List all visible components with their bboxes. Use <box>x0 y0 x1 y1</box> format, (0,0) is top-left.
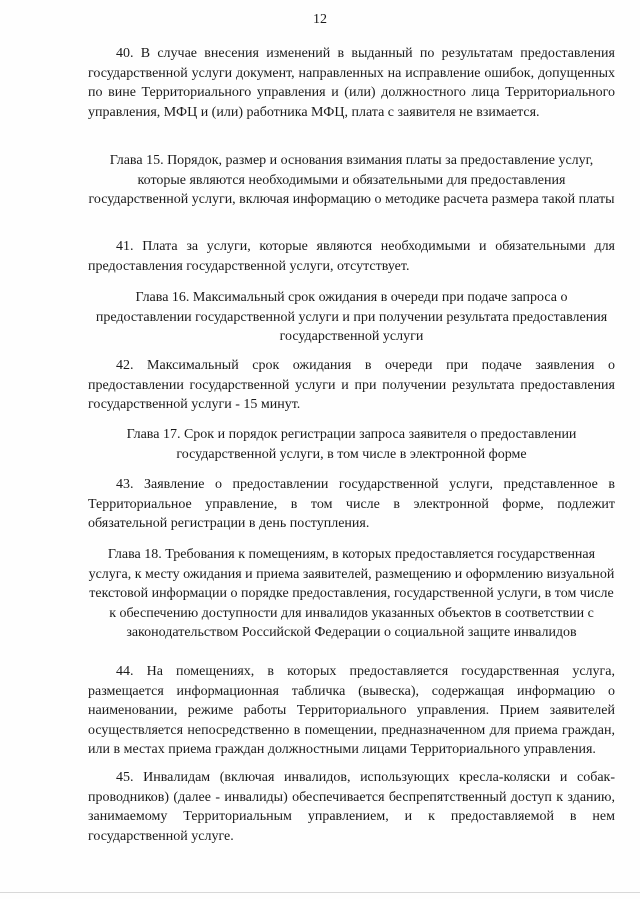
paragraph-45 <box>88 768 615 846</box>
chapter-16-heading <box>88 288 615 347</box>
chapter-17-heading <box>88 425 615 464</box>
paragraph-40-text: 40. В случае внесения изменений в выданный по результатам предоставления государственной услуги документ, направленных на исправление ошибок, допущенных по вине Территориального управления и (или) должностного лица Территориального управления, МФЦ и (или) работника МФЦ, плата с заявителя не взимается. <box>88 46 615 120</box>
chapter-17-text: Глава 17. Срок и порядок регистрации запроса заявителя о предоставлении государственной услуги, в том числе в электронной форме <box>126 427 577 462</box>
chapter-18-heading <box>88 545 615 643</box>
paragraph-43 <box>88 475 615 534</box>
paragraph-42 <box>88 356 615 415</box>
paragraph-40 <box>88 44 615 122</box>
chapter-15-text: Глава 15. Порядок, размер и основания взимания платы за предоставление услуг, которые являются необходимыми и обязательными для предоставления государственной услуги, включая информацию о методике расчета размера такой платы <box>88 153 615 207</box>
scan-edge-divider <box>0 892 640 893</box>
chapter-15-heading <box>88 151 615 210</box>
chapter-18-text: Глава 18. Требования к помещениям, в которых предоставляется государственная услуга, к месту ожидания и приема заявителей, размещению и оформлению визуальной текстовой информации о порядке предоставления, государственной услуги, в том числе к обеспечению доступности для инвалидов указанных объектов в соответствии с законодательством Российской Федерации о социальной защите инвалидов <box>88 547 615 640</box>
paragraph-41 <box>88 237 615 276</box>
paragraph-44-text: 44. На помещениях, в которых предоставляется государственная услуга, размещается информационная табличка (вывеска), содержащая информацию о наименовании, режиме работы Территориального управления. Прием заявителей осуществляется непосредственно в помещении, предназначенном для приема граждан, или в местах приема граждан должностными лицами Территориального управления. <box>88 664 615 757</box>
paragraph-43-text: 43. Заявление о предоставлении государственной услуги, представленное в Территориальное управление, в том числе в электронной форме, подлежит обязательной регистрации в день поступления. <box>88 477 615 531</box>
chapter-16-text: Глава 16. Максимальный срок ожидания в очереди при подаче запроса о предоставлении государственной услуги и при получении результата предоставления государственной услуги <box>95 290 608 344</box>
paragraph-45-text: 45. Инвалидам (включая инвалидов, использующих кресла-коляски и собак-проводников) (далее - инвалиды) обеспечивается беспрепятственный доступ к зданию, занимаемому Территориальным управлением, и к предоставляемой в нем государственной услуге. <box>88 770 615 844</box>
paragraph-42-text: 42. Максимальный срок ожидания в очереди при подаче заявления о предоставлении государственной услуги и при получении результата предоставления государственной услуги - 15 минут. <box>88 358 615 412</box>
paragraph-41-text: 41. Плата за услуги, которые являются необходимыми и обязательными для предоставления государственной услуги, отсутствует. <box>88 239 615 274</box>
paragraph-44 <box>88 662 615 760</box>
page-number: 12 <box>313 12 327 27</box>
